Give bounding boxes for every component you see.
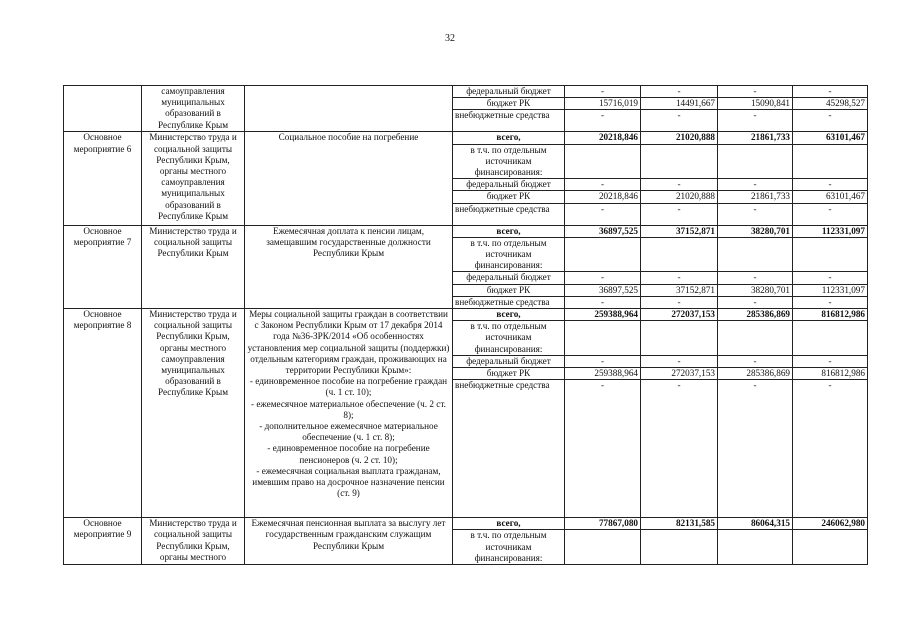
executor-cell: Министерство труда и социальной защиты Республики Крым, органы местного xyxy=(142,518,245,565)
measure-title-cell xyxy=(245,86,453,132)
value-cell: - xyxy=(793,203,868,225)
source-fed: федеральный бюджет xyxy=(453,86,565,98)
value-cell xyxy=(718,530,793,565)
value-cell: 285386,869 xyxy=(718,368,793,380)
value-cell: - xyxy=(793,110,868,132)
source-incl: в т.ч. по отдельным источникам финансирования: xyxy=(453,321,565,356)
value-cell: - xyxy=(793,86,868,98)
source-fed: федеральный бюджет xyxy=(453,179,565,191)
source-total: всего, xyxy=(453,225,565,237)
value-cell: - xyxy=(718,272,793,284)
measure-item: - ежемесячная социальная выплата гражданам, имевшим право на досрочное назначение пенсии (ст. 9) xyxy=(252,465,445,499)
value-cell xyxy=(641,530,718,565)
value-cell: - xyxy=(641,272,718,284)
measure-item: - единовременное пособие на погребение граждан (ч. 1 ст. 10); xyxy=(249,376,448,398)
value-cell xyxy=(718,237,793,272)
source-incl: в т.ч. по отдельным источникам финансирования: xyxy=(453,530,565,565)
measure-item: - дополнительное ежемесячное материальное обеспечение (ч. 1 ст. 8); xyxy=(259,421,438,443)
value-cell: - xyxy=(641,296,718,308)
value-cell: 20218,846 xyxy=(565,191,641,203)
value-cell: 14491,667 xyxy=(641,98,718,110)
value-cell: 21861,733 xyxy=(718,132,793,144)
measure-label-9: Основное мероприятие 9 xyxy=(64,518,142,565)
source-fed: федеральный бюджет xyxy=(453,355,565,367)
value-cell: 86064,315 xyxy=(718,518,793,530)
value-cell: 63101,467 xyxy=(793,132,868,144)
measure-title-text: Меры социальной защиты граждан в соответствии с Законом Республики Крым от 17 декабря 2014 года №36-ЗРК/2014 «Об особенностях установления мер социальной защиты (поддержки) отдельным категориям граждан, проживающих на территории Республики Крым»: xyxy=(247,309,450,376)
source-total: всего, xyxy=(453,518,565,530)
value-cell: 21861,733 xyxy=(718,191,793,203)
value-cell: 246062,980 xyxy=(793,518,868,530)
table-row xyxy=(64,225,868,237)
measure-title-7: Ежемесячная доплата к пенсии лицам, замещавшим государственные должности Республики Крым xyxy=(245,225,453,308)
value-cell: - xyxy=(565,203,641,225)
value-cell: - xyxy=(565,86,641,98)
source-rk: бюджет РК xyxy=(453,98,565,110)
measure-label-6: Основное мероприятие 6 xyxy=(64,132,142,225)
value-cell: 272037,153 xyxy=(641,368,718,380)
page-number: 32 xyxy=(445,33,455,44)
value-cell: 816812,986 xyxy=(793,368,868,380)
measure-title-8 xyxy=(245,309,453,518)
value-cell: - xyxy=(793,380,868,518)
value-cell xyxy=(565,144,641,179)
executor-cell: Министерство труда и социальной защиты Республики Крым, органы местного самоуправления муниципальных образований в Республике Крым xyxy=(142,309,245,518)
value-cell: 15716,019 xyxy=(565,98,641,110)
source-extra: внебюджетные средства xyxy=(453,296,565,308)
source-incl: в т.ч. по отдельным источникам финансирования: xyxy=(453,237,565,272)
source-extra: внебюджетные средства xyxy=(453,203,565,225)
value-cell: 259388,964 xyxy=(565,368,641,380)
value-cell: - xyxy=(718,203,793,225)
table-row xyxy=(64,86,868,98)
value-cell xyxy=(718,321,793,356)
value-cell: - xyxy=(641,355,718,367)
executor-cell: самоуправления муниципальных образований в Республике Крым xyxy=(142,86,245,132)
value-cell: - xyxy=(565,110,641,132)
table-row xyxy=(64,309,868,321)
value-cell: 112331,097 xyxy=(793,284,868,296)
value-cell: - xyxy=(565,380,641,518)
value-cell: 816812,986 xyxy=(793,309,868,321)
measure-title-9: Ежемесячная пенсионная выплата за выслугу лет государственным гражданским служащим Республики Крым xyxy=(245,518,453,565)
source-total: всего, xyxy=(453,309,565,321)
value-cell xyxy=(565,321,641,356)
value-cell xyxy=(718,144,793,179)
value-cell: - xyxy=(641,179,718,191)
value-cell: - xyxy=(565,272,641,284)
source-total: всего, xyxy=(453,132,565,144)
source-rk: бюджет РК xyxy=(453,191,565,203)
value-cell xyxy=(641,144,718,179)
value-cell xyxy=(565,530,641,565)
value-cell: 38280,701 xyxy=(718,225,793,237)
value-cell: - xyxy=(793,179,868,191)
value-cell xyxy=(793,237,868,272)
value-cell: - xyxy=(565,179,641,191)
value-cell: - xyxy=(641,203,718,225)
value-cell xyxy=(793,321,868,356)
source-fed: федеральный бюджет xyxy=(453,272,565,284)
value-cell xyxy=(793,530,868,565)
table-row xyxy=(64,518,868,530)
value-cell: - xyxy=(641,110,718,132)
value-cell: 21020,888 xyxy=(641,191,718,203)
financing-table xyxy=(63,85,868,565)
value-cell: - xyxy=(793,296,868,308)
value-cell xyxy=(793,144,868,179)
value-cell: - xyxy=(641,380,718,518)
value-cell: 36897,525 xyxy=(565,225,641,237)
measure-item: - единовременное пособие на погребение пенсионеров (ч. 2 ст. 10); xyxy=(267,443,430,465)
value-cell: 77867,080 xyxy=(565,518,641,530)
value-cell: - xyxy=(718,296,793,308)
value-cell: 37152,871 xyxy=(641,225,718,237)
measure-label-7: Основное мероприятие 7 xyxy=(64,225,142,308)
value-cell: 20218,846 xyxy=(565,132,641,144)
value-cell: 82131,585 xyxy=(641,518,718,530)
value-cell: - xyxy=(793,272,868,284)
value-cell: - xyxy=(793,355,868,367)
value-cell: - xyxy=(718,355,793,367)
value-cell: 63101,467 xyxy=(793,191,868,203)
source-rk: бюджет РК xyxy=(453,284,565,296)
source-rk: бюджет РК xyxy=(453,368,565,380)
value-cell: 37152,871 xyxy=(641,284,718,296)
value-cell xyxy=(641,321,718,356)
value-cell: - xyxy=(718,86,793,98)
value-cell: - xyxy=(718,110,793,132)
value-cell xyxy=(565,237,641,272)
value-cell: 285386,869 xyxy=(718,309,793,321)
value-cell: 259388,964 xyxy=(565,309,641,321)
measure-item: - ежемесячное материальное обеспечение (ч. 2 ст. 8); xyxy=(251,398,446,420)
value-cell: - xyxy=(718,380,793,518)
value-cell: - xyxy=(641,86,718,98)
table-row xyxy=(64,132,868,144)
measure-label-8: Основное мероприятие 8 xyxy=(64,309,142,518)
value-cell: 112331,097 xyxy=(793,225,868,237)
value-cell: 272037,153 xyxy=(641,309,718,321)
value-cell: 15090,841 xyxy=(718,98,793,110)
value-cell: - xyxy=(565,296,641,308)
measure-title-6: Социальное пособие на погребение xyxy=(245,132,453,225)
value-cell: 38280,701 xyxy=(718,284,793,296)
source-extra: внебюджетные средства xyxy=(453,110,565,132)
value-cell: 36897,525 xyxy=(565,284,641,296)
value-cell: - xyxy=(718,179,793,191)
executor-cell: Министерство труда и социальной защиты Республики Крым, органы местного самоуправления муниципальных образований в Республике Крым xyxy=(142,132,245,225)
value-cell: - xyxy=(565,355,641,367)
source-incl: в т.ч. по отдельным источникам финансирования: xyxy=(453,144,565,179)
value-cell xyxy=(641,237,718,272)
executor-cell: Министерство труда и социальной защиты Республики Крым xyxy=(142,225,245,308)
measure-label-cell xyxy=(64,86,142,132)
source-extra: внебюджетные средства xyxy=(453,380,565,518)
value-cell: 21020,888 xyxy=(641,132,718,144)
value-cell: 45298,527 xyxy=(793,98,868,110)
